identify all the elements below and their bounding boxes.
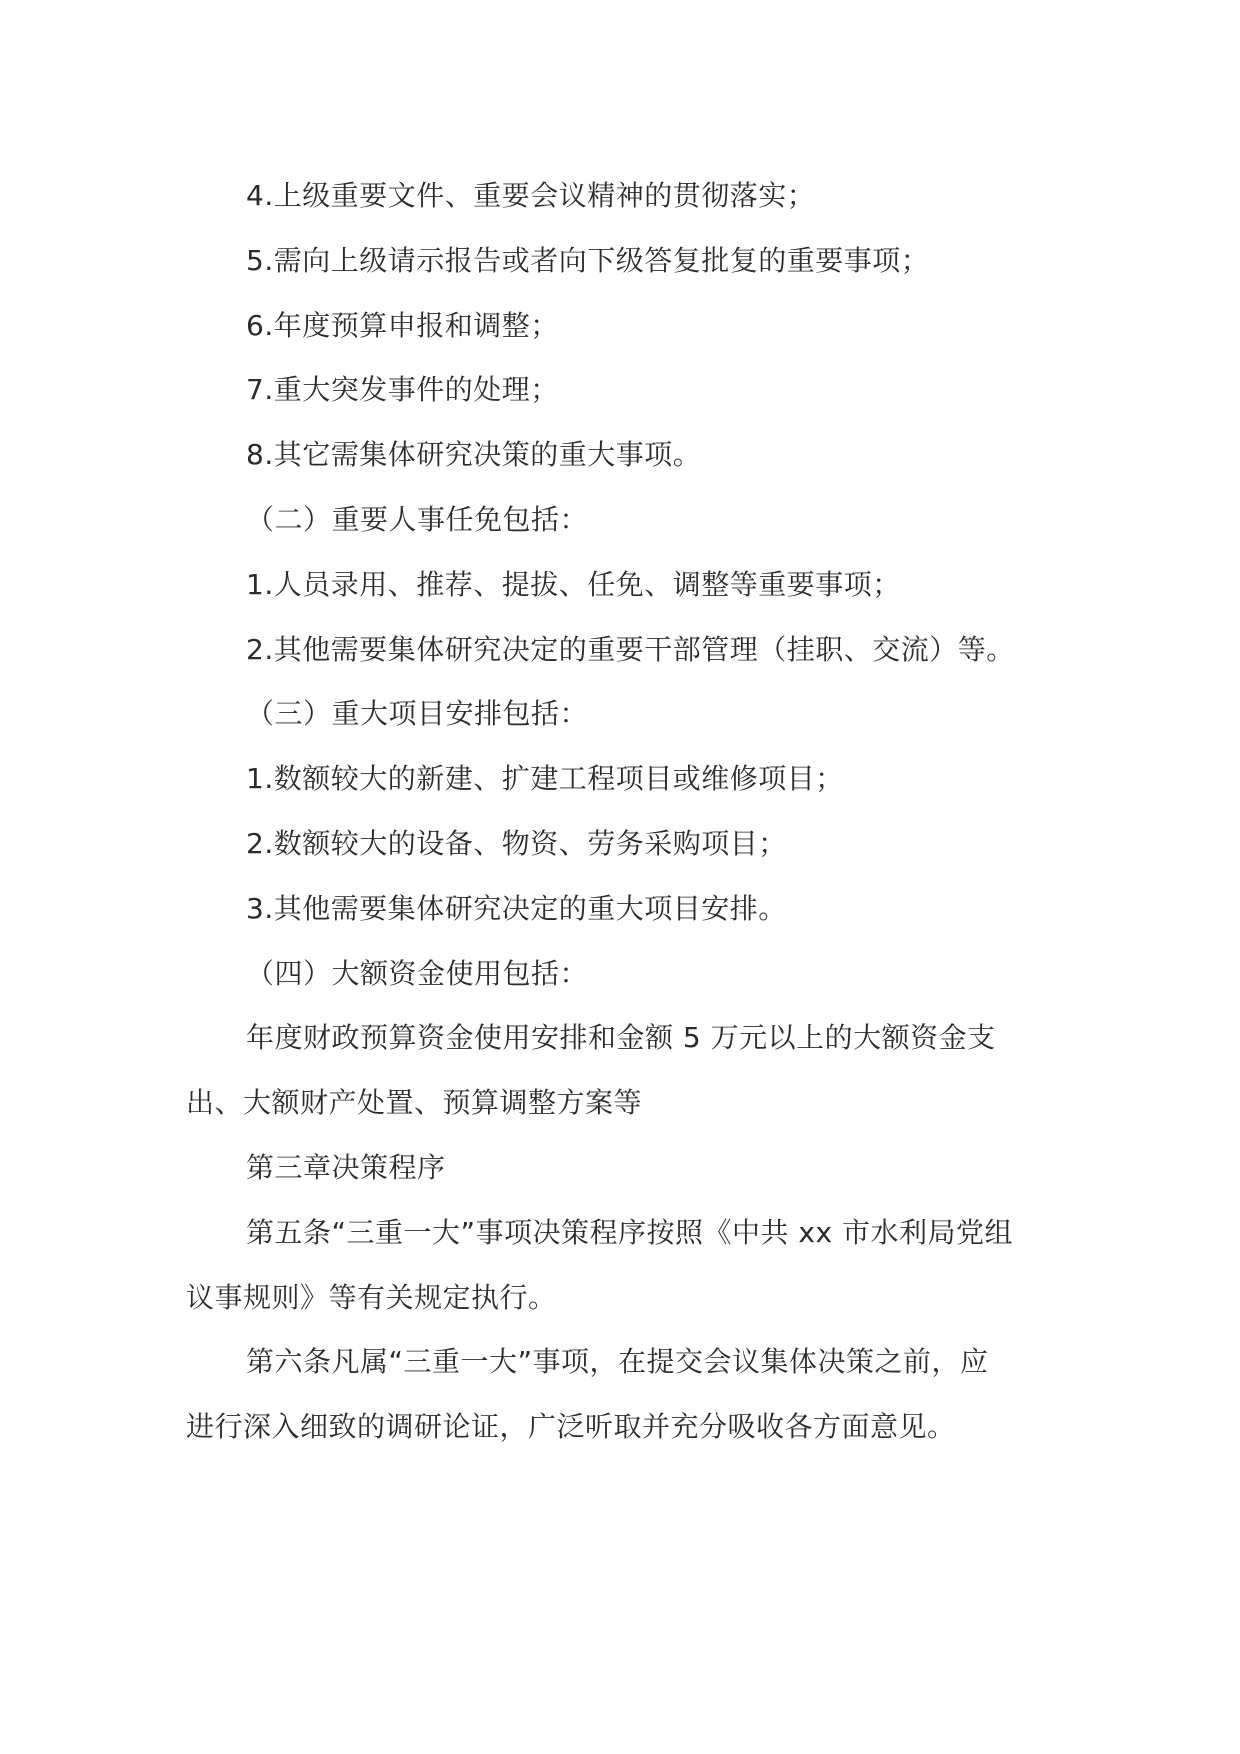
paragraph-line: 议事规则》等有关规定执行。 (186, 1281, 557, 1314)
paragraph-line: 进行深入细致的调研论证，广泛听取并充分吸收各方面意见。 (186, 1410, 956, 1443)
paragraph-line: 2.其他需要集体研究决定的重要干部管理（挂职、交流）等。 (246, 633, 1015, 666)
section-heading: （三）重大项目安排包括： (246, 697, 589, 730)
paragraph-line: 6.年度预算申报和调整； (246, 309, 559, 342)
section-heading: （四）大额资金使用包括： (246, 957, 589, 990)
paragraph-line: 4.上级重要文件、重要会议精神的贯彻落实； (246, 179, 816, 212)
paragraph-line: 出、大额财产处置、预算调整方案等 (186, 1086, 643, 1119)
paragraph-line: 1.数额较大的新建、扩建工程项目或维修项目； (246, 762, 844, 795)
paragraph-line: 1.人员录用、推荐、提拔、任免、调整等重要事项； (246, 568, 901, 601)
paragraph-line: 3.其他需要集体研究决定的重大项目安排。 (246, 892, 787, 925)
section-heading: （二）重要人事任免包括： (246, 503, 589, 536)
chapter-heading: 第三章决策程序 (246, 1151, 446, 1184)
paragraph-line: 第六条凡属“三重一大”事项，在提交会议集体决策之前，应 (246, 1345, 989, 1378)
paragraph-line: 第五条“三重一大”事项决策程序按照《中共 xx 市水利局党组 (246, 1216, 1013, 1249)
paragraph-line: 8.其它需集体研究决策的重大事项。 (246, 438, 702, 471)
paragraph-line: 2.数额较大的设备、物资、劳务采购项目； (246, 827, 787, 860)
paragraph-line: 年度财政预算资金使用安排和金额 5 万元以上的大额资金支 (246, 1021, 996, 1054)
paragraph-line: 5.需向上级请示报告或者向下级答复批复的重要事项； (246, 244, 930, 277)
paragraph-line: 7.重大突发事件的处理； (246, 373, 559, 406)
